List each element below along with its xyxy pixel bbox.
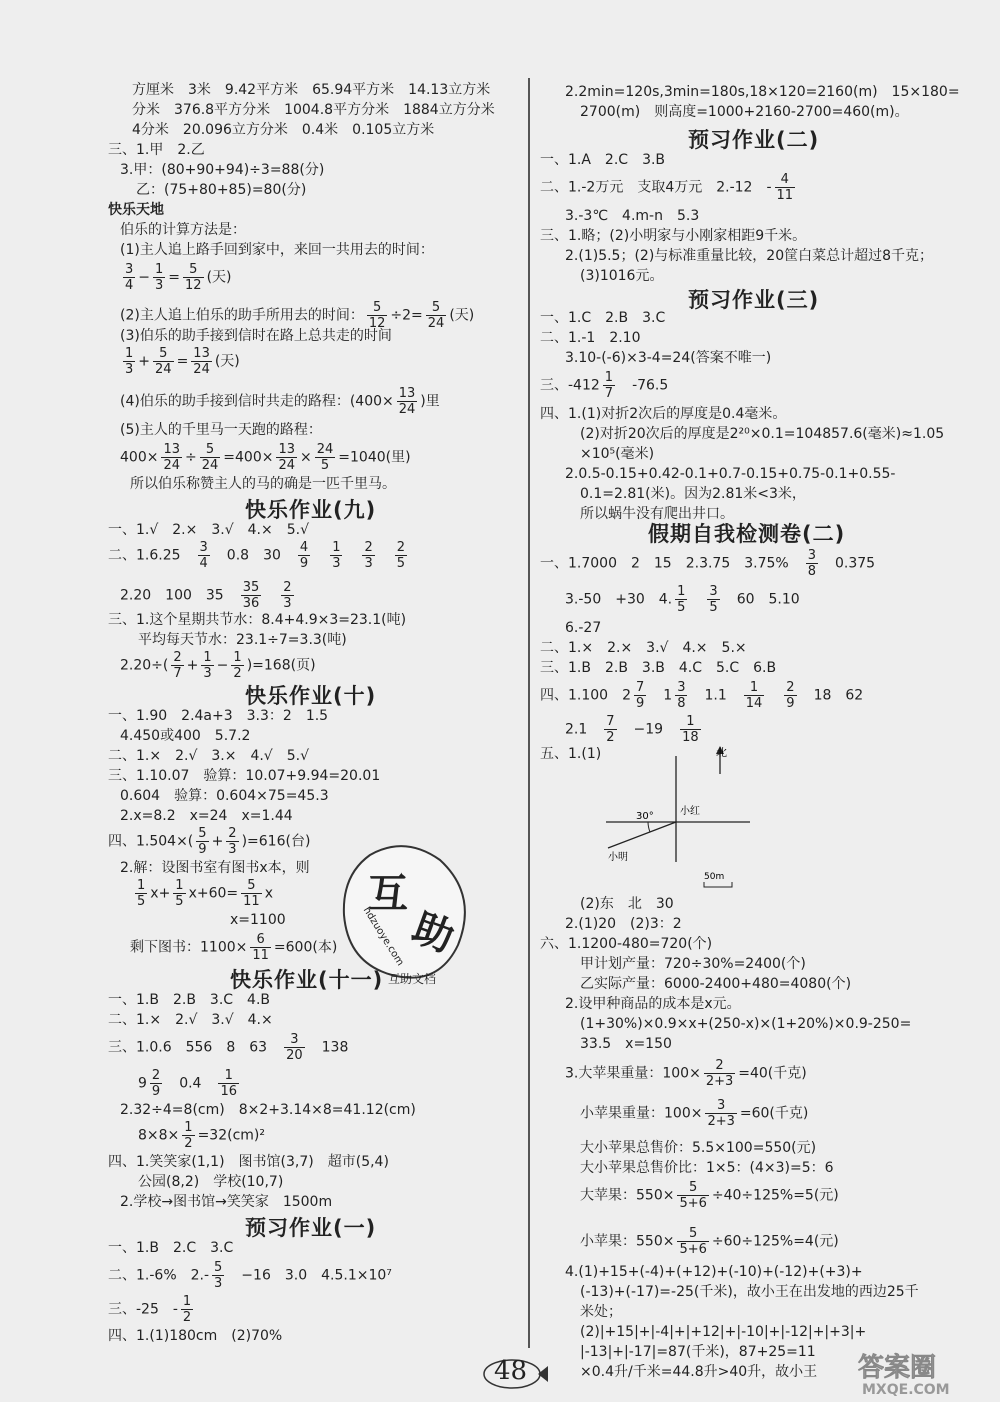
section-title: 快乐作业(十一): [230, 968, 384, 992]
angle-arc: [648, 822, 650, 832]
stamp-char-1: 互: [368, 871, 408, 917]
scale-line: [704, 882, 732, 887]
text-line: 4.(1)+15+(-4)+(+12)+(-10)+(-12)+(+3)+: [565, 1264, 863, 1280]
text-line: 公园(8,2) 学校(10,7): [138, 1174, 284, 1190]
text-line: 三、-412: [540, 377, 600, 394]
formula-line: 400× $\frac{13}{24}$ ÷ $\frac{5}{24}$ =400× $\frac{13}{24}$ × $\frac{24}{5}$ =1040(里): [120, 442, 411, 473]
text-line: 4.450或400 5.7.2: [120, 728, 251, 744]
text-line: 二、1.-1 2.10: [540, 330, 641, 346]
text-line: ×0.4升/千米=44.8升>40升，故小王: [580, 1364, 818, 1380]
formula-line: 三、-25 - $\frac{1}{2}$: [108, 1294, 192, 1325]
text-line: 二、1.× 2.× 3.√ 4.× 5.×: [540, 640, 747, 656]
section-title: 预习作业(二): [688, 128, 820, 152]
text-line: |-13|+|-17|=87(千米)，87+25=11: [580, 1344, 816, 1360]
text-line: 五、1.(1): [540, 746, 602, 762]
formula-line: 9 $\frac{2}{9}$ 0.4 $\frac{1}{16}$: [138, 1068, 238, 1099]
formula-line: 大苹果：550× $\frac{5}{5+6}$ ÷40÷125%=5(元): [580, 1180, 839, 1211]
watermark-url: MXQE.COM: [862, 1382, 950, 1398]
section-title: 预习作业(一): [245, 1216, 377, 1240]
text-line: 一、1.90 2.4a+3 3.3：2 1.5: [108, 708, 329, 724]
text-line: 甲计划产量：720÷30%=2400(个): [580, 956, 806, 972]
formula-line: 二、1.-6% 2.- $\frac{5}{3}$ −16 3.0 4.5.1×10⁷: [108, 1260, 392, 1291]
text-line: (2)东 北 30: [580, 896, 674, 912]
text-line: 二、1.-6% 2.-: [108, 1267, 210, 1284]
text-line: 乙：(75+80+85)=80(分): [136, 182, 307, 198]
text-line: 米处；: [580, 1304, 622, 1320]
text-line: -76.5: [632, 377, 669, 394]
text-line: 3.大苹果重量：100×: [565, 1065, 701, 1082]
text-line: 2.20 100 35: [120, 587, 224, 604]
text-line: 二、1.× 2.√ 3.× 4.√ 5.√: [108, 748, 310, 764]
formula-line: 3.-50 +30 4. $\frac{1}{5}$ $\frac{3}{5}$ 60 5.10: [565, 584, 800, 615]
scale-label: 50m: [704, 872, 725, 882]
section-title: 快乐作业(九): [245, 498, 377, 522]
text-line: 3.-3℃ 4.m-n 5.3: [565, 208, 700, 224]
formula-line: 四、1.504×( $\frac{5}{9}$ + $\frac{2}{3}$ )=616(台): [108, 826, 311, 857]
text-line: 剩下图书：1100×: [130, 939, 248, 956]
text-line: 一、1.7000 2 15 2.3.75 3.75%: [540, 555, 789, 572]
formula-line: 3.大苹果重量：100× $\frac{2}{2+3}$ =40(千克): [565, 1058, 807, 1089]
formula-line: 小苹果重量：100× $\frac{3}{2+3}$ =60(千克): [580, 1098, 809, 1129]
direction-diagram: [600, 744, 760, 890]
text-line: 3.-50 +30 4.: [565, 591, 673, 608]
formula-line: 2.20 100 35 $\frac{35}{36}$ $\frac{2}{3}$: [120, 580, 292, 611]
text-line: 大小苹果总售价比：1×5：(4×3)=5：6: [580, 1160, 834, 1176]
text-line: 2.1: [565, 721, 588, 738]
text-line: 一、1.C 2.B 3.C: [540, 310, 666, 326]
text-line: 六、1.1200-480=720(个): [540, 936, 713, 952]
section-heading: 快乐天地: [108, 202, 164, 218]
text-line: x=1100: [230, 912, 286, 928]
text-line: 2.x=8.2 x=24 x=1.44: [120, 808, 293, 824]
text-line: 四、1.笑笑家(1,1) 图书馆(3,7) 超市(5,4): [108, 1154, 389, 1170]
text-line: 2.32÷4=8(cm) 8×2+3.14×8=41.12(cm): [120, 1102, 416, 1118]
text-line: (2)主人追上伯乐的助手所用去的时间：: [120, 307, 364, 324]
scale-bar: [700, 870, 740, 892]
text-line: 三、1.0.6 556 8 63: [108, 1039, 268, 1056]
text-line: 四、1.504×(: [108, 833, 194, 850]
text-line: 方厘米 3米 9.42平方米 65.94平方米 14.13立方米: [132, 82, 491, 98]
text-line: 0.1=2.81(米)。因为2.81米<3米，: [580, 486, 806, 502]
formula-line: 2.20÷( $\frac{2}{7}$ + $\frac{1}{3}$ − $\frac{1}{2}$ )=168(页): [120, 650, 316, 681]
page-number: 48: [494, 1356, 528, 1386]
text-line: 2.20÷(: [120, 657, 169, 674]
text-line: 6.-27: [565, 620, 602, 636]
text-line: 三、1.B 2.B 3.B 4.C 5.C 6.B: [540, 660, 777, 676]
text-line: 2.设甲种商品的成本是x元。: [565, 996, 741, 1012]
text-line: 四、1.(1)对折2次后的厚度是0.4毫米。: [540, 406, 787, 422]
column-divider: [528, 78, 530, 1348]
text-line: 二、1.-2万元 支取4万元 2.-12 -: [540, 179, 772, 196]
formula-line: 剩下图书：1100× $\frac{6}{11}$ =600(本): [130, 932, 338, 963]
text-line: 0.604 验算：0.604×75=45.3: [120, 788, 329, 804]
text-line: 33.5 x=150: [580, 1036, 672, 1052]
text-line: (1+30%)×0.9×x+(250-x)×(1+20%)×0.9-250=: [580, 1016, 912, 1032]
text-line: 所以蜗牛没有爬出井口。: [580, 506, 734, 522]
text-line: (4)伯乐的助手接到信时共走的路程：(400×: [120, 393, 394, 410]
formula-line: 小苹果：550× $\frac{5}{5+6}$ ÷60÷125%=4(元): [580, 1226, 839, 1257]
section-title: 假期自我检测卷(二): [648, 522, 846, 546]
formula-line: $\frac{3}{4}$ − $\frac{1}{3}$ = $\frac{5}{12}$ (天): [125, 262, 232, 293]
text-line: 一、1.√ 2.× 3.√ 4.× 5.√: [108, 522, 310, 538]
formula-line: 一、1.7000 2 15 2.3.75 3.75% $\frac{3}{8}$ 0.375: [540, 548, 876, 579]
text-line: (5)主人的千里马一天跑的路程：: [120, 422, 322, 438]
text-line: 3.10-(-6)×3-4=24(答案不唯一): [565, 350, 772, 366]
section-title: 预习作业(三): [688, 288, 820, 312]
text-line: 2.学校→图书馆→笑笑家 1500m: [120, 1194, 333, 1210]
text-line: ×10⁵(毫米): [580, 446, 655, 462]
text-line: 大苹果：550×: [580, 1187, 675, 1204]
text-line: 乙实际产量：6000-2400+480=4080(个): [580, 976, 852, 992]
text-line: 伯乐的计算方法是：: [120, 222, 246, 238]
text-line: 小苹果重量：100×: [580, 1105, 703, 1122]
stamp-char-2: 助: [406, 904, 460, 962]
text-line: 大小苹果总售价：5.5×100=550(元): [580, 1140, 817, 1156]
text-line: 8×8×: [138, 1127, 180, 1144]
xiaohong-label: 小红: [680, 806, 700, 817]
text-line: 9: [138, 1075, 147, 1092]
formula-line: 二、1.-2万元 支取4万元 2.-12 - $\frac{4}{11}$: [540, 172, 794, 203]
formula-line: 二、1.6.25 $\frac{3}{4}$ 0.8 30 $\frac{4}{9}$ $\frac{1}{3}$ $\frac{2}{3}$ $\frac{2}{5}$: [108, 540, 406, 571]
formula-line: (4)伯乐的助手接到信时共走的路程：(400× $\frac{13}{24}$ )里: [120, 386, 440, 417]
text-line: 一、1.B 2.B 3.C 4.B: [108, 992, 271, 1008]
xiaoming-label: 小明: [608, 852, 628, 863]
text-line: 三、1.10.07 验算：10.07+9.94=20.01: [108, 768, 381, 784]
text-line: 2.2min=120s,3min=180s,18×120=2160(m) 15×180=: [565, 84, 960, 100]
text-line: 2.(1)5.5；(2)与标准重量比较，20筐白菜总计超过8千克；: [565, 248, 934, 264]
text-line: 小苹果：550×: [580, 1233, 675, 1250]
text-line: (3)1016元。: [580, 268, 664, 284]
site-watermark: [852, 1348, 992, 1398]
angle-label: 30°: [636, 811, 654, 822]
text-line: 四、1.(1)180cm (2)70%: [108, 1328, 283, 1344]
formula-line: $\frac{1}{5}$ x+ $\frac{1}{5}$ x+60= $\frac{5}{11}$ x: [137, 878, 273, 909]
stamp-small-text: 互助文档: [388, 972, 437, 986]
text-line: (-13)+(-17)=-25(千米)，故小王在出发地的西边25千: [580, 1284, 919, 1300]
formula-line: $\frac{1}{3}$ + $\frac{5}{24}$ = $\frac{13}{24}$ (天): [125, 346, 240, 377]
text-line: 4分米 20.096立方分米 0.4米 0.105立方米: [132, 122, 435, 138]
text-line: 分米 376.8平方分米 1004.8平方分米 1884立方分米: [132, 102, 495, 118]
watermark-title: 答案圈: [858, 1353, 937, 1383]
hudong-stamp: [330, 835, 480, 995]
page-footer: [478, 1352, 550, 1392]
text-line: 一、1.A 2.C 3.B: [540, 152, 666, 168]
text-line: 二、1.× 2.√ 3.√ 4.×: [108, 1012, 273, 1028]
text-line: 一、1.B 2.C 3.C: [108, 1240, 234, 1256]
section-title: 快乐作业(十): [245, 684, 377, 708]
text-line: (2)|+15|+|-4|+|+12|+|-10|+|-12|+|+3|+: [580, 1324, 867, 1340]
text-line: 四、1.100 2: [540, 687, 631, 704]
text-line: 三、1.略；(2)小明家与小刚家相距9千米。: [540, 228, 807, 244]
text-line: (1)主人追上路手回到家中，来回一共用去的时间：: [120, 242, 434, 258]
text-line: 2.解：设图书室有图书x本，则: [120, 860, 310, 876]
stamp-site: hdzuoye.com: [360, 905, 406, 968]
text-line: 2.0.5-0.15+0.42-0.1+0.7-0.15+0.75-0.1+0.55-: [565, 466, 896, 482]
formula-line: 2.1 $\frac{7}{2}$ −19 $\frac{1}{18}$: [565, 714, 699, 745]
text-line: 2700(m) 则高度=1000+2160-2700=460(m)。: [580, 104, 909, 120]
text-line: 三、1.甲 2.乙: [108, 142, 205, 158]
formula-line: 四、1.100 2 $\frac{7}{9}$ 1 $\frac{3}{8}$ 1.1 $\frac{1}{14}$ $\frac{2}{9}$ 18 62: [540, 680, 864, 711]
text-line: 三、1.这个星期共节水：8.4+4.9×3=23.1(吨): [108, 612, 407, 628]
formula-line: 三、1.0.6 556 8 63 $\frac{3}{20}$ 138: [108, 1032, 349, 1063]
text-line: 三、-25 -: [108, 1301, 178, 1318]
text-line: 所以伯乐称赞主人的马的确是一匹千里马。: [130, 476, 396, 492]
formula-line: 三、-412 $\frac{1}{7}$ -76.5: [540, 370, 669, 401]
text-line: 2.(1)20 (2)3：2: [565, 916, 682, 932]
text-line: 3.甲：(80+90+94)÷3=88(分): [120, 162, 325, 178]
text-line: 二、1.6.25: [108, 547, 181, 564]
text-line: (2)对折20次后的厚度是2²⁰×0.1=104857.6(毫米)≈1.05: [580, 426, 945, 442]
north-label: 北: [716, 746, 727, 759]
text-line: 平均每天节水：23.1÷7=3.3(吨): [138, 632, 347, 648]
direction-ray: [608, 822, 676, 848]
formula-line: (2)主人追上伯乐的助手所用去的时间： $\frac{5}{12}$ ÷2= $\frac{5}{24}$ (天): [120, 300, 475, 331]
text-line: (3)伯乐的助手接到信时在路上总共走的时间: [120, 328, 392, 344]
formula-line: 8×8× $\frac{1}{2}$ =32(cm)²: [138, 1120, 265, 1151]
